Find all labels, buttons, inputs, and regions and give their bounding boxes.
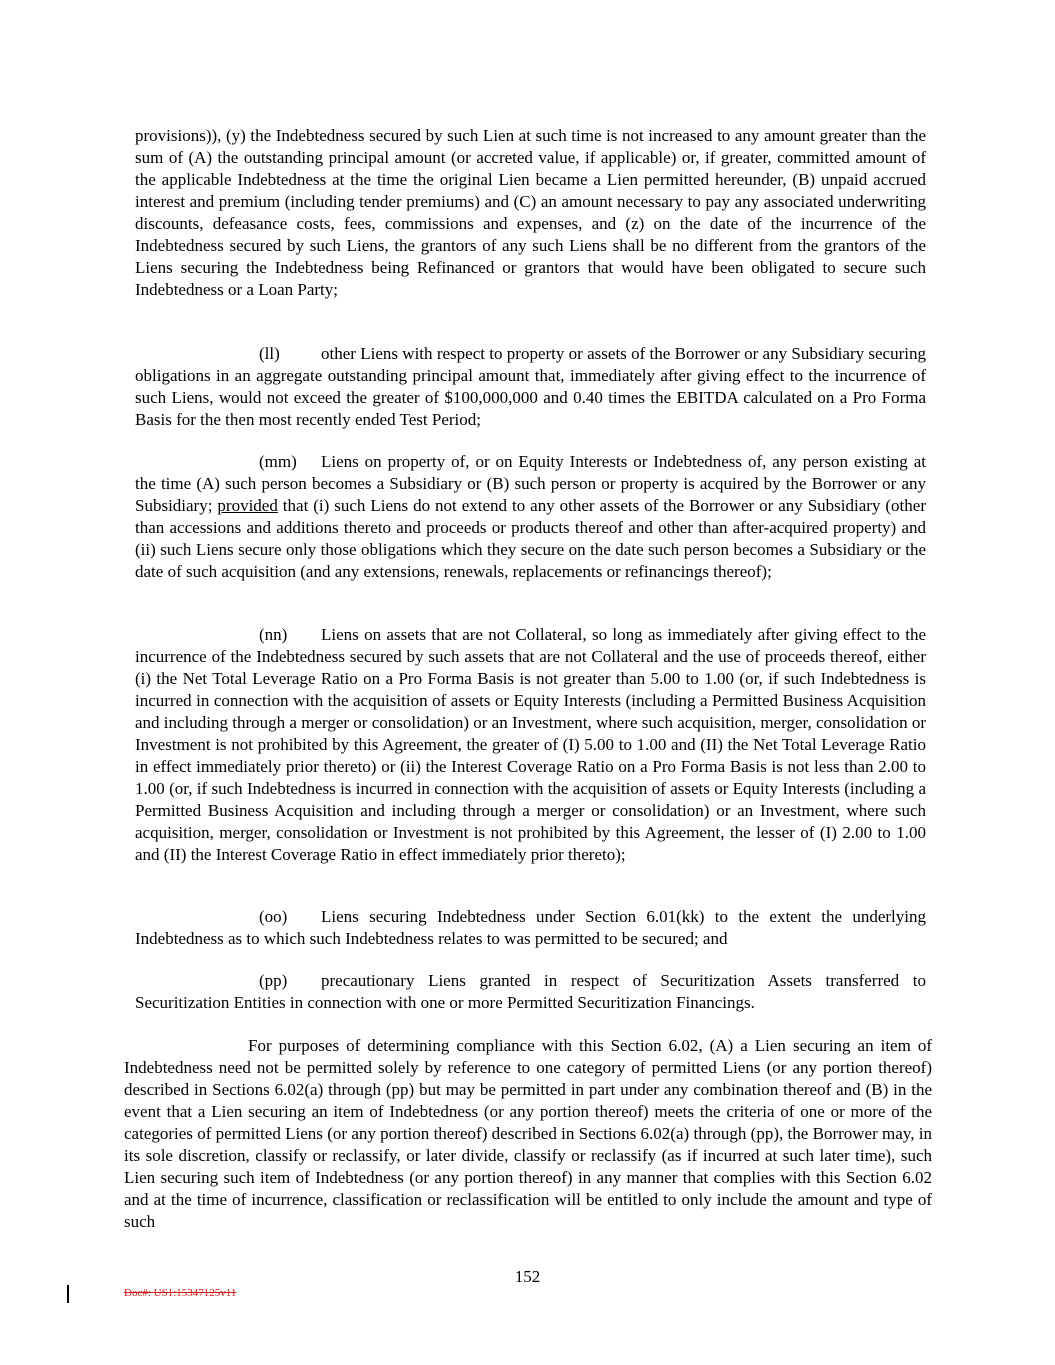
clause-mm-provided: provided bbox=[217, 496, 278, 515]
continuation-text: provisions)), (y) the Indebtedness secured by such Lien at such time is not increased to any amount greater than the sum of (A) the outstanding principal amount (or accreted value, if applicable) or, if greater, committed amount of the applicable Indebtedness at the time the original Lien became a Lien permitted hereunder, (B) unpaid accrued interest and premium (including tender premiums) and (C) an amount necessary to pay any associated underwriting discounts, defeasance costs, fees, commissions and expenses, and (z) on the date of the incurrence of the Indebtedness secured by such Liens, the grantors of any such Liens shall be no different from the grantors of the Liens securing the Indebtedness being Refinanced or grantors that would have been obligated to secure such Indebtedness or a Loan Party; bbox=[135, 126, 926, 299]
clause-oo bbox=[135, 906, 926, 950]
clause-ll-label: (ll) bbox=[259, 344, 280, 363]
clause-nn-label: (nn) bbox=[259, 625, 288, 644]
page-number: 152 bbox=[514, 1267, 541, 1286]
clause-nn-text: Liens on assets that are not Collateral, so long as immediately after giving effect to the incurrence of the Indebtedness secured by such assets that are not Collateral and the use of proceeds thereof, either (i) the Net Total Leverage Ratio on a Pro Forma Basis is not greater than 5.00 to 1.00 (or, if such Indebtedness is incurred in connection with the acquisition of assets or Equity Interests (including a Permitted Business Acquisition and including through a merger or consolidation) or an Investment, where such acquisition, merger, consolidation or Investment is not prohibited by this Agreement, the greater of (I) 5.00 to 1.00 and (II) the Net Total Leverage Ratio in effect immediately prior thereto) or (ii) the Interest Coverage Ratio on a Pro Forma Basis is not less than 2.00 to 1.00 (or, if such Indebtedness is incurred in connection with the acquisition of assets or Equity Interests (including a Permitted Business Acquisition and including through a merger or consolidation) or an Investment, where such acquisition, merger, consolidation or Investment is not prohibited by this Agreement, the lesser of (I) 2.00 to 1.00 and (II) the Interest Coverage Ratio in effect immediately prior thereto); bbox=[135, 625, 926, 864]
clause-pp-text: precautionary Liens granted in respect of Securitization Assets transferred to Securitization Entities in connection with one or more Permitted Securitization Financings. bbox=[135, 971, 926, 1012]
clause-oo-text: Liens securing Indebtedness under Section 6.01(kk) to the extent the underlying Indebtedness as to which such Indebtedness relates to was permitted to be secured; and bbox=[135, 907, 926, 948]
clause-mm-text-before: Liens on property of, or on Equity Interests or Indebtedness of, any person existing at the time (A) such person becomes a Subsidiary or (B) such person or property is acquired by the Borrower or any Subsidiary; bbox=[135, 452, 926, 515]
closing-paragraph-text: For purposes of determining compliance with this Section 6.02, (A) a Lien securing an item of Indebtedness need not be permitted solely by reference to one category of permitted Liens (or any portion thereof) described in Sections 6.02(a) through (pp) but may be permitted in part under any combination thereof and (B) in the event that a Lien securing an item of Indebtedness (or any portion thereof) meets the criteria of one or more of the categories of permitted Liens (or any portion thereof) described in Sections 6.02(a) through (pp), the Borrower may, in its sole discretion, classify or reclassify, or later divide, classify or reclassify (as if incurred at such later time), such Lien securing such item of Indebtedness (or any portion thereof) in any manner that complies with this Section 6.02 and at the time of incurrence, classification or reclassification will be entitled to only include the amount and type of such bbox=[124, 1036, 932, 1231]
clause-oo-label: (oo) bbox=[259, 907, 288, 926]
doc-id: Doc#: US1:15347125v11 bbox=[124, 1287, 237, 1299]
clause-ll bbox=[135, 343, 926, 431]
clause-nn bbox=[135, 624, 926, 866]
clause-mm-label: (mm) bbox=[259, 452, 297, 471]
continuation-paragraph bbox=[135, 125, 926, 301]
clause-ll-text: other Liens with respect to property or assets of the Borrower or any Subsidiary securing obligations in an aggregate outstanding principal amount that, immediately after giving effect to the incurrence of such Liens, would not exceed the greater of $100,000,000 and 0.40 times the EBITDA calculated on a Pro Forma Basis for the then most recently ended Test Period; bbox=[135, 344, 926, 429]
clause-mm-text-after: that (i) such Liens do not extend to any other assets of the Borrower or any Subsidiary (other than accessions and additions thereto and proceeds or products thereof and other than after-acquired property) and (ii) such Liens secure only those obligations which they secure on the date such person becomes a Subsidiary or the date of such acquisition (and any extensions, renewals, replacements or refinancings thereof); bbox=[135, 496, 926, 581]
clause-pp bbox=[135, 970, 926, 1014]
revision-bar bbox=[67, 1285, 69, 1303]
clause-mm bbox=[135, 451, 926, 583]
clause-pp-label: (pp) bbox=[259, 971, 288, 990]
closing-paragraph bbox=[124, 1035, 932, 1233]
